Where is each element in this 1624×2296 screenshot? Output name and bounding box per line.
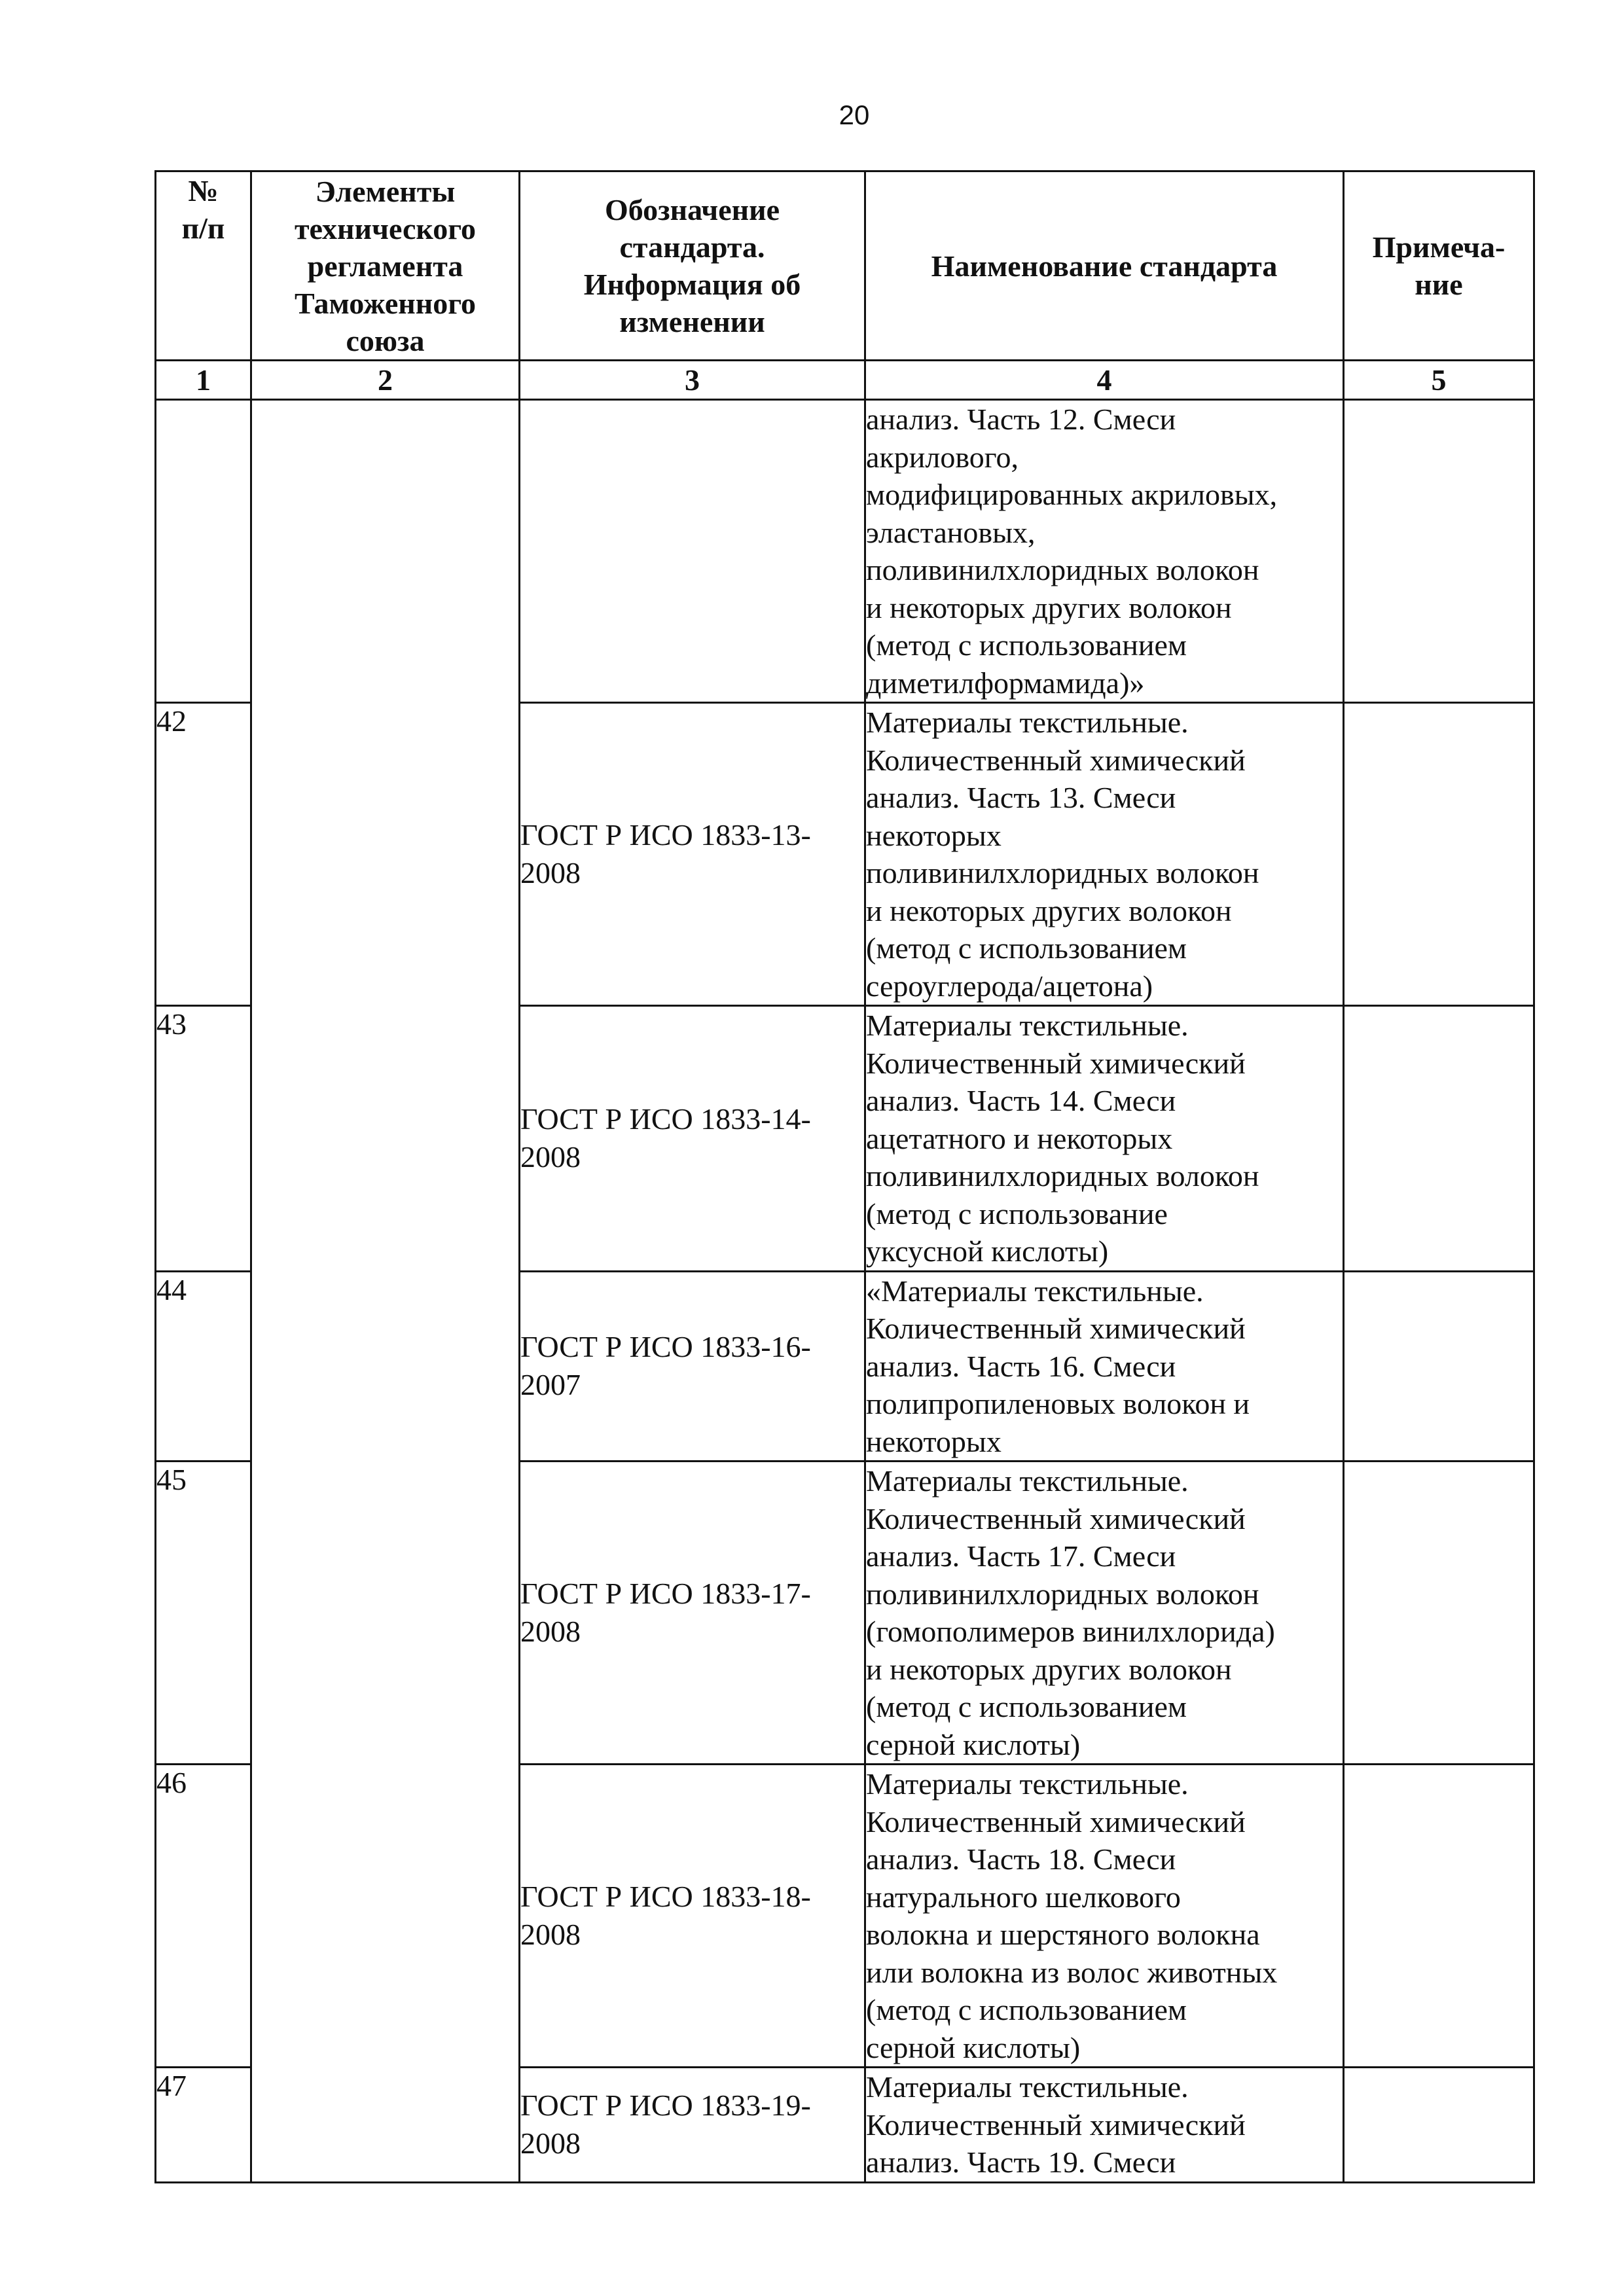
row-num <box>156 400 251 703</box>
row-designation: ГОСТ Р ИСО 1833-14- 2008 <box>520 1006 865 1272</box>
elements-cell <box>251 400 520 2183</box>
column-number: 3 <box>520 361 865 400</box>
row-designation: ГОСТ Р ИСО 1833-19- 2008 <box>520 2068 865 2183</box>
row-name: Материалы текстильные. Количественный химический анализ. Часть 14. Смеси ацетатного и некоторых поливинилхлоридных волокон (метод с использование уксусной кислоты) <box>865 1006 1344 1272</box>
row-name: анализ. Часть 12. Смеси акрилового, модифицированных акриловых, эластановых, поливинилхлоридных волокон и некоторых других волокон (метод с использованием диметилформамида)» <box>865 400 1344 703</box>
column-number: 1 <box>156 361 251 400</box>
column-number: 4 <box>865 361 1344 400</box>
row-num: 45 <box>156 1462 251 1765</box>
row-designation: ГОСТ Р ИСО 1833-13- 2008 <box>520 703 865 1006</box>
row-note <box>1344 703 1534 1006</box>
row-note <box>1344 1765 1534 2068</box>
row-note <box>1344 400 1534 703</box>
table-row <box>156 400 1534 703</box>
row-designation: ГОСТ Р ИСО 1833-17- 2008 <box>520 1462 865 1765</box>
header-row <box>156 171 1534 361</box>
header-name: Наименование стандарта <box>865 171 1344 361</box>
row-num: 47 <box>156 2068 251 2183</box>
row-name: Материалы текстильные. Количественный химический анализ. Часть 18. Смеси натурального шелкового волокна и шерстяного волокна или волокна из волос животных (метод с использованием серной кислоты) <box>865 1765 1344 2068</box>
page-number: 20 <box>839 99 870 130</box>
standards-table <box>154 170 1535 2183</box>
row-note <box>1344 2068 1534 2183</box>
column-number: 2 <box>251 361 520 400</box>
row-num: 43 <box>156 1006 251 1272</box>
column-number-row <box>156 361 1534 400</box>
header-note: Примеча- ние <box>1344 171 1534 361</box>
row-name: Материалы текстильные. Количественный химический анализ. Часть 17. Смеси поливинилхлоридных волокон (гомополимеров винилхлорида) и некоторых других волокон (метод с использованием серной кислоты) <box>865 1462 1344 1765</box>
row-designation: ГОСТ Р ИСО 1833-18- 2008 <box>520 1765 865 2068</box>
row-num: 46 <box>156 1765 251 2068</box>
column-number: 5 <box>1344 361 1534 400</box>
row-note <box>1344 1271 1534 1462</box>
row-name: Материалы текстильные. Количественный химический анализ. Часть 19. Смеси <box>865 2068 1344 2183</box>
row-name: «Материалы текстильные. Количественный химический анализ. Часть 16. Смеси полипропиленовых волокон и некоторых <box>865 1271 1344 1462</box>
row-num: 42 <box>156 703 251 1006</box>
row-num: 44 <box>156 1271 251 1462</box>
row-designation <box>520 400 865 703</box>
row-note <box>1344 1006 1534 1272</box>
row-designation: ГОСТ Р ИСО 1833-16- 2007 <box>520 1271 865 1462</box>
header-num: № п/п <box>156 171 251 361</box>
header-designation: Обозначение стандарта. Информация об изменении <box>520 171 865 361</box>
row-note <box>1344 1462 1534 1765</box>
row-name: Материалы текстильные. Количественный химический анализ. Часть 13. Смеси некоторых поливинилхлоридных волокон и некоторых других волокон (метод с использованием сероуглерода/ацетона) <box>865 703 1344 1006</box>
header-elements: Элементы технического регламента Таможенного союза <box>251 171 520 361</box>
